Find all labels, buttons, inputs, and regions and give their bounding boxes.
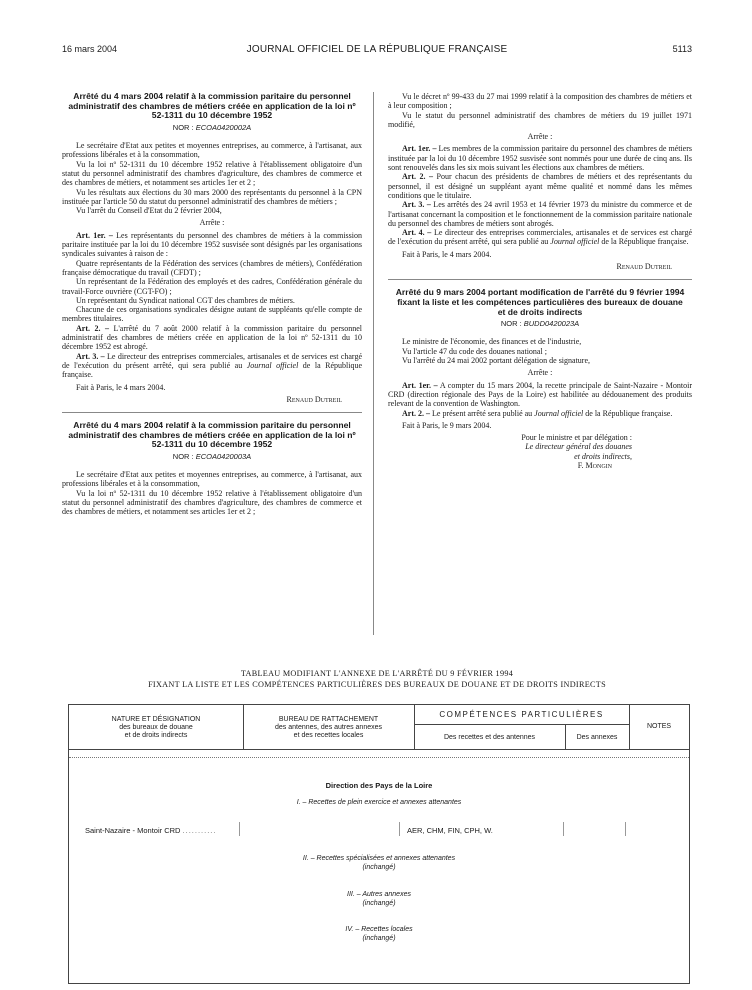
article-1: [62, 92, 362, 404]
header-journal-title: JOURNAL OFFICIEL DE LA RÉPUBLIQUE FRANÇAISE: [246, 44, 508, 55]
list-item: Un représentant de la Fédération des employés et des cadres, Confédération générale du travail-Force ouvrière (CGT-FO) ;: [62, 277, 362, 296]
clause-label: Art. 3. –: [76, 351, 105, 361]
cell-marker: [563, 822, 564, 836]
header-page-number: 5113: [672, 44, 692, 54]
list-item: Quatre représentants de la Fédération des services (chambres de métiers), Confédération française démocratique du travail (CFDT) ;: [62, 258, 362, 277]
section-label: II. – Recettes spécialisées et annexes attenantes: [302, 855, 456, 862]
section-heading: [69, 925, 689, 934]
clause-text: Pour chacun des présidents de chambres de métiers et des représentants du personnel, il est désigné un suppléant ayant même qualité et nommé dans les mêmes conditions que le titulaire.: [388, 172, 693, 200]
nor-prefix: NOR :: [172, 451, 196, 461]
paragraph: Le secrétaire d'Etat aux petites et moyennes entreprises, au commerce, à l'artisanat, aux professions libérales et à la consommation,: [62, 141, 362, 160]
article-separator: [388, 279, 692, 280]
article-clause: [388, 409, 692, 418]
paragraph: Le ministre de l'économie, des finances et de l'industrie,: [402, 337, 582, 347]
article-clause: [62, 324, 362, 352]
customs-offices-table: [68, 704, 690, 984]
article-2-continued: [388, 92, 692, 271]
journal-reference: Journal officiel: [246, 360, 299, 370]
clause-label: Art. 2. –: [402, 408, 430, 418]
article-2: [62, 421, 362, 517]
nor-reference: [62, 123, 362, 132]
arrete-heading: Arrête :: [527, 132, 553, 142]
article-separator: [62, 412, 362, 413]
article-clause: [62, 352, 362, 380]
section-label: IV. – Recettes locales: [345, 926, 413, 933]
signature: Renaud Dutreil: [616, 262, 672, 272]
nor-reference: [388, 319, 692, 328]
clause-text: A compter du 15 mars 2004, la recette principale de Saint-Nazaire - Montoir CRD (direction régionale des Pays de la Loire) est habilitée au dédouanement des produits relevant de la convention de Washington.: [388, 380, 693, 409]
office-name: Saint-Nazaire - Montoir CRD ...........: [85, 826, 217, 835]
header-nature-line-2: des bureaux de douane: [119, 724, 193, 731]
paragraph: Vu l'arrêté du 24 mai 2002 portant délégation de signature,: [402, 356, 591, 366]
signature: F. Mongin: [577, 460, 612, 470]
arrete-heading: Arrête :: [527, 368, 553, 378]
direction-heading: Direction des Pays de la Loire: [325, 781, 433, 790]
paragraph: Vu le décret nº 99-433 du 27 mai 1999 relatif à la composition des chambres de métiers et à leur composition ;: [388, 92, 692, 111]
article-title: Arrêté du 9 mars 2004 portant modification de l'arrêté du 9 février 1994 fixant la liste et les compétences particulières des bureaux de douane et de droits indirects: [395, 287, 685, 317]
office-competences: AER, CHM, FIN, CPH, W.: [407, 826, 493, 835]
signature: Renaud Dutreil: [286, 394, 342, 404]
header-competences: COMPÉTENCES PARTICULIÈRES: [439, 710, 604, 719]
clause-label: Art. 1er. –: [402, 380, 438, 390]
nor-code: ECOA0420002A: [195, 122, 252, 132]
cell-marker: [399, 822, 400, 836]
clause-text: de la République française.: [62, 360, 362, 380]
list-item: Un représentant du Syndicat national CGT des chambres de métiers.: [76, 295, 295, 305]
signature-title-continued: et droits indirects,: [574, 451, 632, 461]
clause-text: Le directeur des entreprises commerciales, artisanales et de services est chargé de l'exécution du présent arrêté, qui sera publié au: [388, 228, 693, 247]
article-3: [388, 288, 692, 470]
section-note: [69, 934, 689, 943]
header-bureau-line-3: et des recettes locales: [293, 732, 364, 739]
signing-date: Fait à Paris, le 4 mars 2004.: [402, 249, 492, 259]
clause-text: Les représentants du personnel des chambres de métiers à la commission paritaire instituée par la loi du 10 décembre 1952 susvisée sont désignés par les organisations syndicales suivantes à raison de :: [62, 230, 363, 259]
signing-date: Fait à Paris, le 9 mars 2004.: [402, 420, 492, 430]
journal-reference: Journal officiel: [550, 237, 600, 247]
header-nature-line-1: NATURE ET DÉSIGNATION: [111, 716, 201, 723]
header-bureau-line-2: des antennes, des autres annexes: [274, 724, 383, 731]
section-note-text: (inchangé): [362, 864, 396, 871]
header-subdivider: [414, 724, 629, 725]
header-date: 16 mars 2004: [62, 44, 118, 54]
journal-reference: Journal officiel: [534, 408, 584, 418]
table-title-line-2: FIXANT LA LISTE ET LES COMPÉTENCES PARTICULIÈRES DES BUREAUX DE DOUANE ET DE DROITS INDIRECTS: [148, 680, 606, 689]
section-note: [69, 899, 689, 908]
article-clause: [388, 228, 692, 247]
header-nature-line-3: et de droits indirects: [124, 732, 188, 739]
clause-text: de la République française.: [599, 237, 689, 247]
article-title: Arrêté du 4 mars 2004 relatif à la commission paritaire du personnel administratif des chambres de métiers créée en application de la loi nº 52-1311 du 10 décembre 1952: [68, 420, 356, 450]
paragraph: Chacune de ces organisations syndicales désigne autant de suppléants qu'elle compte de membres titulaires.: [62, 305, 362, 324]
clause-label: Art. 3. –: [402, 200, 431, 210]
clause-text: Le présent arrêté sera publié au: [430, 408, 535, 418]
article-clause: [388, 172, 692, 200]
header-nature: [69, 716, 243, 740]
paragraph: Vu l'article 47 du code des douanes national ;: [402, 346, 547, 356]
clause-text: Les arrêtés des 24 avril 1953 et 14 février 1973 du ministre du commerce et de l'artisanat concernant la composition et le fonctionnement de la commission paritaire nationale du personnel des chambres de métiers sont abrogés.: [388, 200, 692, 228]
clause-text: Le directeur des entreprises commerciales, artisanales et de services est chargé de l'exécution du présent arrêté, qui sera publié au: [62, 351, 362, 370]
clause-label: Art. 2. –: [402, 172, 434, 182]
header-recettes: Des recettes et des antennes: [443, 734, 536, 741]
article-title: Arrêté du 4 mars 2004 relatif à la commission paritaire du personnel administratif des chambres de métiers créée en application de la loi nº 52-1311 du 10 décembre 1952: [68, 91, 356, 121]
page-header: [62, 44, 692, 58]
clause-label: Art. 4. –: [402, 228, 432, 238]
clause-text: de la République française.: [583, 408, 673, 418]
nor-prefix: NOR :: [500, 319, 524, 329]
left-column: [62, 92, 362, 517]
article-clause: [388, 381, 692, 409]
signing-date: Fait à Paris, le 4 mars 2004.: [76, 382, 166, 392]
section-note-text: (inchangé): [362, 900, 396, 907]
section-note: [69, 863, 689, 872]
header-bureau-line-1: BUREAU DE RATTACHEMENT: [278, 716, 379, 723]
cell-marker: [625, 822, 626, 836]
paragraph: Vu le statut du personnel administratif des chambres de métiers du 19 juillet 1971 modifié,: [388, 110, 692, 129]
article-clause: [62, 231, 362, 259]
column-divider: [373, 92, 374, 635]
table-title-line-1: TABLEAU MODIFIANT L'ANNEXE DE L'ARRÊTÉ DU 9 FÉVRIER 1994: [240, 669, 514, 678]
section-note-text: (inchangé): [362, 935, 396, 942]
paragraph: Vu l'arrêt du Conseil d'Etat du 2 février 2004,: [76, 206, 222, 216]
clause-label: Art. 1er. –: [76, 230, 113, 240]
header-bottom-border: [69, 749, 689, 750]
paragraph: Le secrétaire d'Etat aux petites et moyennes entreprises, au commerce, à l'artisanat, aux professions libérales et à la consommation,: [62, 470, 362, 489]
arrete-heading: Arrête :: [199, 218, 225, 228]
clause-text: L'arrêté du 7 août 2000 relatif à la commission paritaire du personnel administratif des chambres de métiers créée en application de la loi nº 52-1311 du 10 décembre 1952 est abrogé.: [62, 323, 362, 352]
right-column: [388, 92, 692, 470]
paragraph: Vu la loi nº 52-1311 du 10 décembre 1952 relative à l'établissement obligatoire d'un statut du personnel administratif des chambres d'agriculture, des chambres de commerce et des chambres de métiers, et notamment ses articles 1er et 2 ;: [62, 159, 362, 188]
paragraph: Vu les résultats aux élections du 30 mars 2000 des représentants du personnel à la CPN instituée par l'article 50 du statut du personnel administratif des chambres de métiers ;: [62, 187, 362, 206]
cell-marker: [239, 822, 240, 836]
signature-title: Le directeur général des douanes: [525, 442, 632, 452]
section-heading: [69, 798, 689, 807]
article-clause: [388, 200, 692, 228]
paragraph: Vu la loi nº 52-1311 du 10 décembre 1952 relative à l'établissement obligatoire d'un statut du personnel administratif des chambres d'agriculture, des chambres de commerce et des chambres de métiers, et notamment ses articles 1er et 2 ;: [62, 488, 362, 517]
nor-reference: [62, 452, 362, 461]
office-label: Saint-Nazaire - Montoir CRD: [85, 826, 181, 835]
nor-code: ECOA0420003A: [195, 451, 252, 461]
header-annexes: Des annexes: [576, 734, 618, 741]
nor-code: BUDD0420023A: [523, 319, 580, 329]
header-bureau: [243, 716, 414, 740]
signature-delegation: Pour le ministre et par délégation :: [521, 433, 632, 443]
section-heading: [69, 854, 689, 863]
section-label: III. – Autres annexes: [347, 891, 411, 898]
article-clause: [388, 144, 692, 172]
clause-label: Art. 2. –: [76, 323, 109, 333]
row-separator: [69, 757, 689, 758]
section-heading: [69, 890, 689, 899]
header-notes: NOTES: [646, 723, 672, 730]
table-title: [62, 668, 692, 690]
nor-prefix: NOR :: [172, 122, 196, 132]
clause-text: Les membres de la commission paritaire du personnel des chambres de métiers instituée par la loi du 10 décembre 1952 susvisée sont nommés pour une durée de cinq ans. Ils sont renouvelés dans les six mois suivant les élections aux chambres de métiers.: [388, 144, 693, 173]
section-label: I. – Recettes de plein exercice et annexes attenantes: [296, 799, 462, 806]
clause-label: Art. 1er. –: [402, 144, 437, 154]
